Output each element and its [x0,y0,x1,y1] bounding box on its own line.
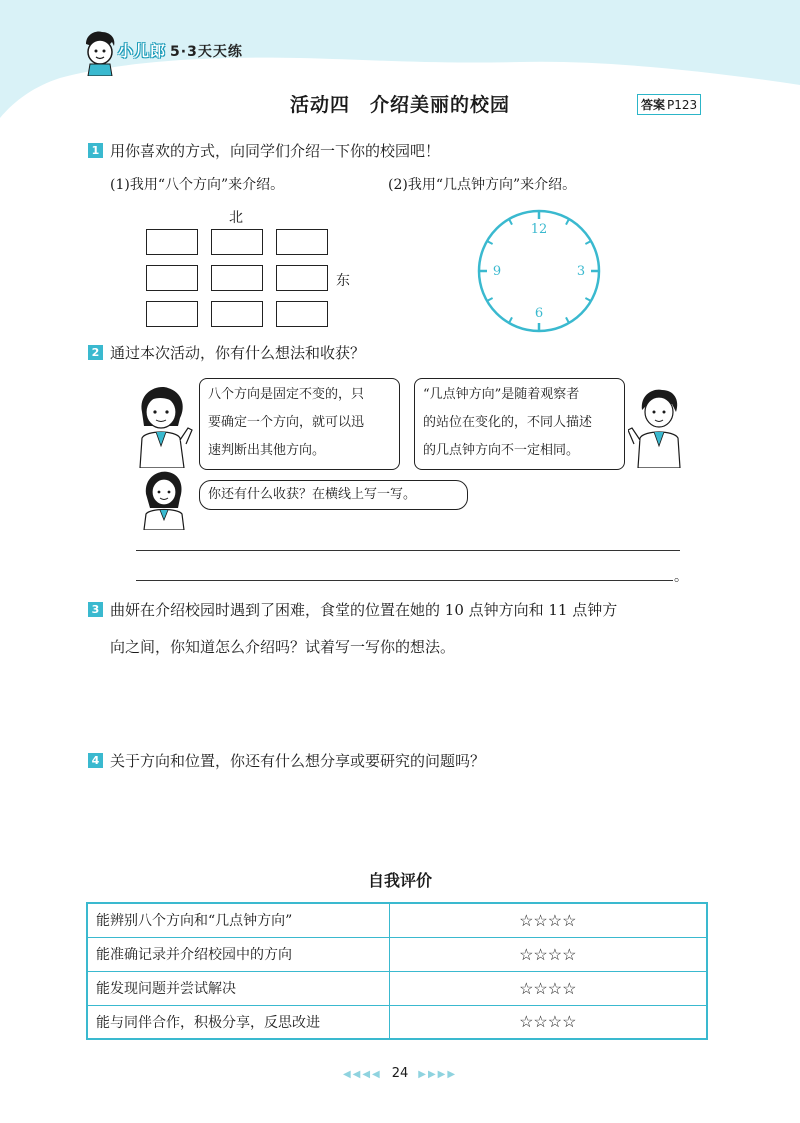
evaluation-stars[interactable]: ☆☆☆☆ [389,937,707,971]
question-number-3: 3 [88,602,103,617]
question-number-1: 1 [88,143,103,158]
evaluation-item: 能发现问题并尝试解决 [87,971,389,1005]
answer-reference[interactable] [637,94,701,115]
answer-label: 答案 [641,98,666,112]
question-1-part-1: (1)我用“八个方向”来介绍。 [110,177,285,193]
page-number: 24 [391,1066,409,1081]
left-arrows-icon: ◀◀◀◀ [342,1069,382,1080]
answer-line-1[interactable] [136,550,680,551]
self-evaluation-title: 自我评价 [367,871,432,890]
direction-box-north[interactable] [211,229,263,255]
page-footer [0,1066,800,1081]
table-row [87,971,707,1005]
bubble-2-line-1: “几点钟方向”是随着观察者 [423,387,580,402]
table-row [87,903,707,937]
page-title: 活动四 介绍美丽的校园 [289,94,510,116]
girl-figure-icon [128,382,196,468]
question-number-4: 4 [88,753,103,768]
answer-period: 。 [674,569,688,585]
evaluation-item: 能辨别八个方向和“几点钟方向” [87,903,389,937]
self-evaluation-table [86,902,708,1040]
east-label: 东 [336,273,350,289]
evaluation-stars[interactable]: ☆☆☆☆ [389,1005,707,1039]
clock-number-3: 3 [576,264,586,279]
answer-page: P123 [667,98,698,112]
bubble-1-line-3: 速判断出其他方向。 [208,443,326,458]
clock-number-12: 12 [530,222,548,237]
clock-number-6: 6 [534,306,544,321]
question-2-text: 通过本次活动，你有什么想法和收获？ [110,344,366,362]
direction-box-west[interactable] [146,265,198,291]
evaluation-item: 能准确记录并介绍校园中的方向 [87,937,389,971]
direction-box-southeast[interactable] [276,301,328,327]
direction-box-southwest[interactable] [146,301,198,327]
right-arrows-icon: ▶▶▶▶ [418,1069,458,1080]
bubble-2-line-2: 的站位在变化的，不同人描述 [423,415,593,430]
speech-bubble-eight-directions [199,378,400,470]
speech-bubble-prompt: 你还有什么收获？在横线上写一写。 [199,480,468,510]
answer-line-2[interactable] [136,580,673,581]
question-4-text: 关于方向和位置，你还有什么想分享或要研究的问题吗？ [110,752,486,770]
direction-box-northeast[interactable] [276,229,328,255]
bubble-2-line-3: 的几点钟方向不一定相同。 [423,443,580,458]
direction-box-south[interactable] [211,301,263,327]
boy-figure-icon [628,382,690,468]
brand-logo [118,40,243,61]
question-number-2: 2 [88,345,103,360]
north-label: 北 [229,210,243,226]
clock-face[interactable] [475,207,603,335]
clock-number-9: 9 [492,264,502,279]
bubble-1-line-2: 要确定一个方向，就可以迅 [208,415,365,430]
question-1-part-2: (2)我用“几点钟方向”来介绍。 [388,177,577,193]
girl-with-braids-icon [134,468,194,530]
evaluation-stars[interactable]: ☆☆☆☆ [389,971,707,1005]
direction-box-center[interactable] [211,265,263,291]
direction-box-northwest[interactable] [146,229,198,255]
mascot-icon [82,30,118,76]
table-row [87,937,707,971]
speech-bubble-clock-directions [414,378,625,470]
question-3-line-2: 向之间，你知道怎么介绍吗？试着写一写你的想法。 [110,638,456,656]
direction-box-east[interactable] [276,265,328,291]
evaluation-stars[interactable]: ☆☆☆☆ [389,903,707,937]
table-row [87,1005,707,1039]
brand-series: 5·3天天练 [170,44,243,60]
brand-name: 小儿郎 [118,42,167,60]
question-1-text: 用你喜欢的方式，向同学们介绍一下你的校园吧！ [110,142,441,160]
bubble-1-line-1: 八个方向是固定不变的，只 [208,387,365,402]
evaluation-item: 能与同伴合作，积极分享，反思改进 [87,1005,389,1039]
question-3-line-1: 曲妍在介绍校园时遇到了困难，食堂的位置在她的 10 点钟方向和 11 点钟方 [110,601,618,619]
